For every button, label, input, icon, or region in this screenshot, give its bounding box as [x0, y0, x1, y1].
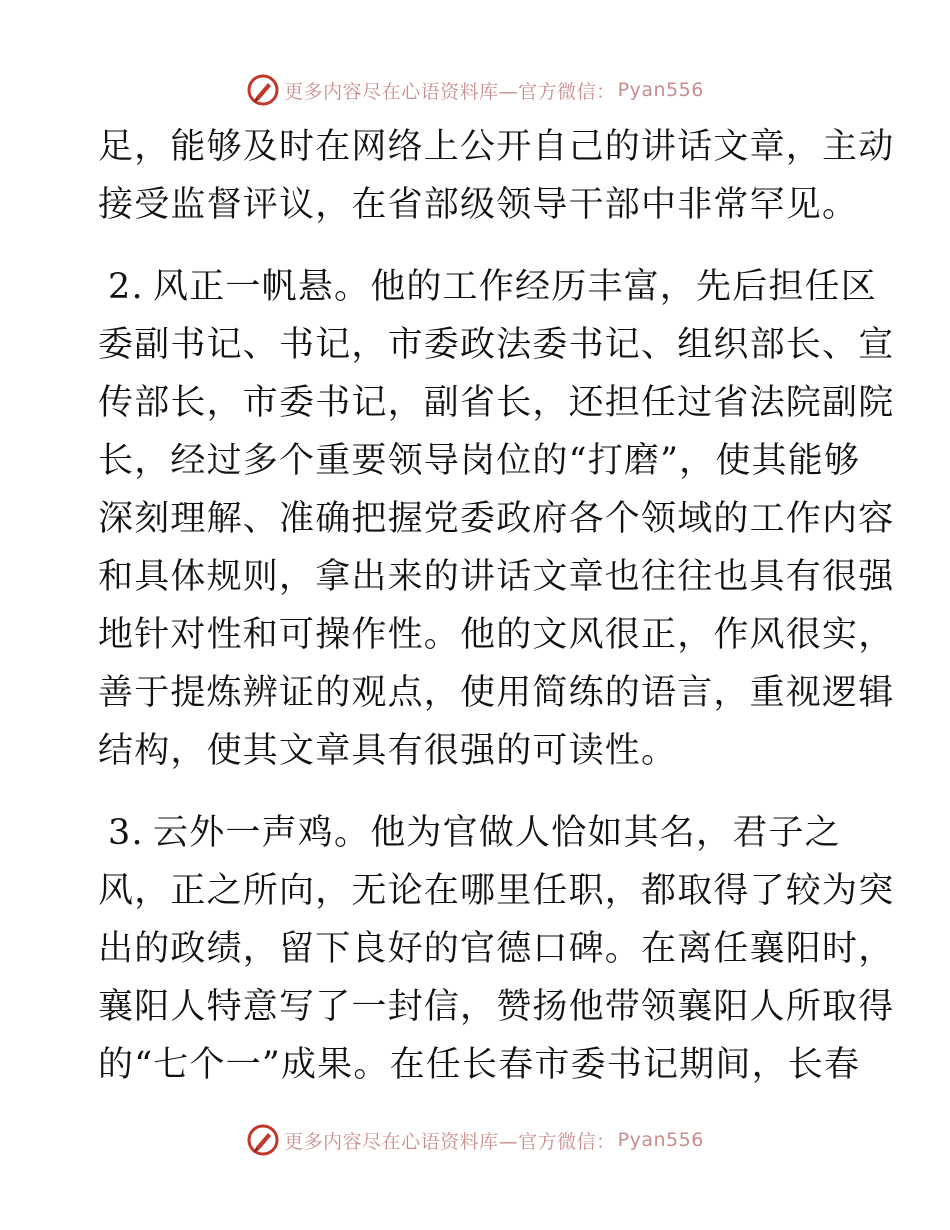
text-line: [98, 176, 858, 234]
line-text: 结构，使其文章具有很强的可读性。: [98, 731, 678, 771]
text-line: [98, 920, 895, 978]
line-text: 地针对性和可操作性。他的文风很正，作风很实，: [98, 615, 895, 655]
line-text: 长，经过多个重要领导岗位的“打磨”，使其能够: [98, 441, 861, 481]
line-text: 传部长，市委书记，副省长，还担任过省法院副院: [98, 383, 895, 423]
text-line: [98, 804, 858, 862]
footer-watermark: [0, 1120, 950, 1160]
line-text: 委副书记、书记，市委政法委书记、组织部长、宣: [98, 325, 895, 365]
line-text: 风，正之所向，无论在哪里任职，都取得了较为突: [98, 871, 895, 911]
paragraph-gap: [98, 780, 858, 804]
header-watermark-text: 更多内容尽在心语资料库—官方微信：: [284, 80, 616, 103]
line-text: 善于提炼辨证的观点，使用简练的语言，重视逻辑: [98, 673, 895, 713]
line-text: 云外一声鸡。他为官做人恰如其名，君子之: [153, 813, 841, 853]
line-text: 出的政绩，留下良好的官德口碑。在离任襄阳时，: [98, 929, 895, 969]
line-text: 襄阳人特意写了一封信，赞扬他带领襄阳人所取得: [98, 987, 895, 1027]
text-line: [98, 978, 895, 1036]
line-text: 接受监督评议，在省部级领导干部中非常罕见。: [98, 185, 859, 225]
footer-wechat-id: Pyan556: [617, 1129, 704, 1151]
text-line: [98, 258, 878, 316]
text-line: [98, 722, 858, 780]
line-text: 和具体规则，拿出来的讲话文章也往往也具有很强: [98, 557, 895, 597]
body-text: [98, 118, 895, 1094]
text-line: [98, 1036, 861, 1094]
footer-watermark-text: 更多内容尽在心语资料库—官方微信：: [284, 1130, 616, 1153]
line-text: 的“七个一”成果。在任长春市委书记期间，长春: [98, 1045, 861, 1085]
text-line: [98, 118, 895, 176]
text-line: [98, 432, 861, 490]
text-line: [98, 374, 895, 432]
paragraph-number: 3.: [108, 813, 144, 853]
text-line: [98, 548, 895, 606]
text-line: [98, 606, 895, 664]
text-line: [98, 490, 895, 548]
paragraph-gap: [98, 234, 858, 258]
header-wechat-id: Pyan556: [617, 79, 704, 101]
line-text: 深刻理解、准确把握党委政府各个领域的工作内容: [98, 499, 895, 539]
pen-logo-icon: [246, 1123, 280, 1157]
header-watermark: [0, 70, 950, 110]
paragraph-number: 2.: [108, 267, 144, 307]
line-text: 风正一帆悬。他的工作经历丰富，先后担任区: [153, 267, 878, 307]
pen-logo-icon: [246, 73, 280, 107]
text-line: [98, 862, 895, 920]
line-text: 足，能够及时在网络上公开自己的讲话文章，主动: [98, 127, 895, 167]
text-line: [98, 316, 895, 374]
text-line: [98, 664, 895, 722]
